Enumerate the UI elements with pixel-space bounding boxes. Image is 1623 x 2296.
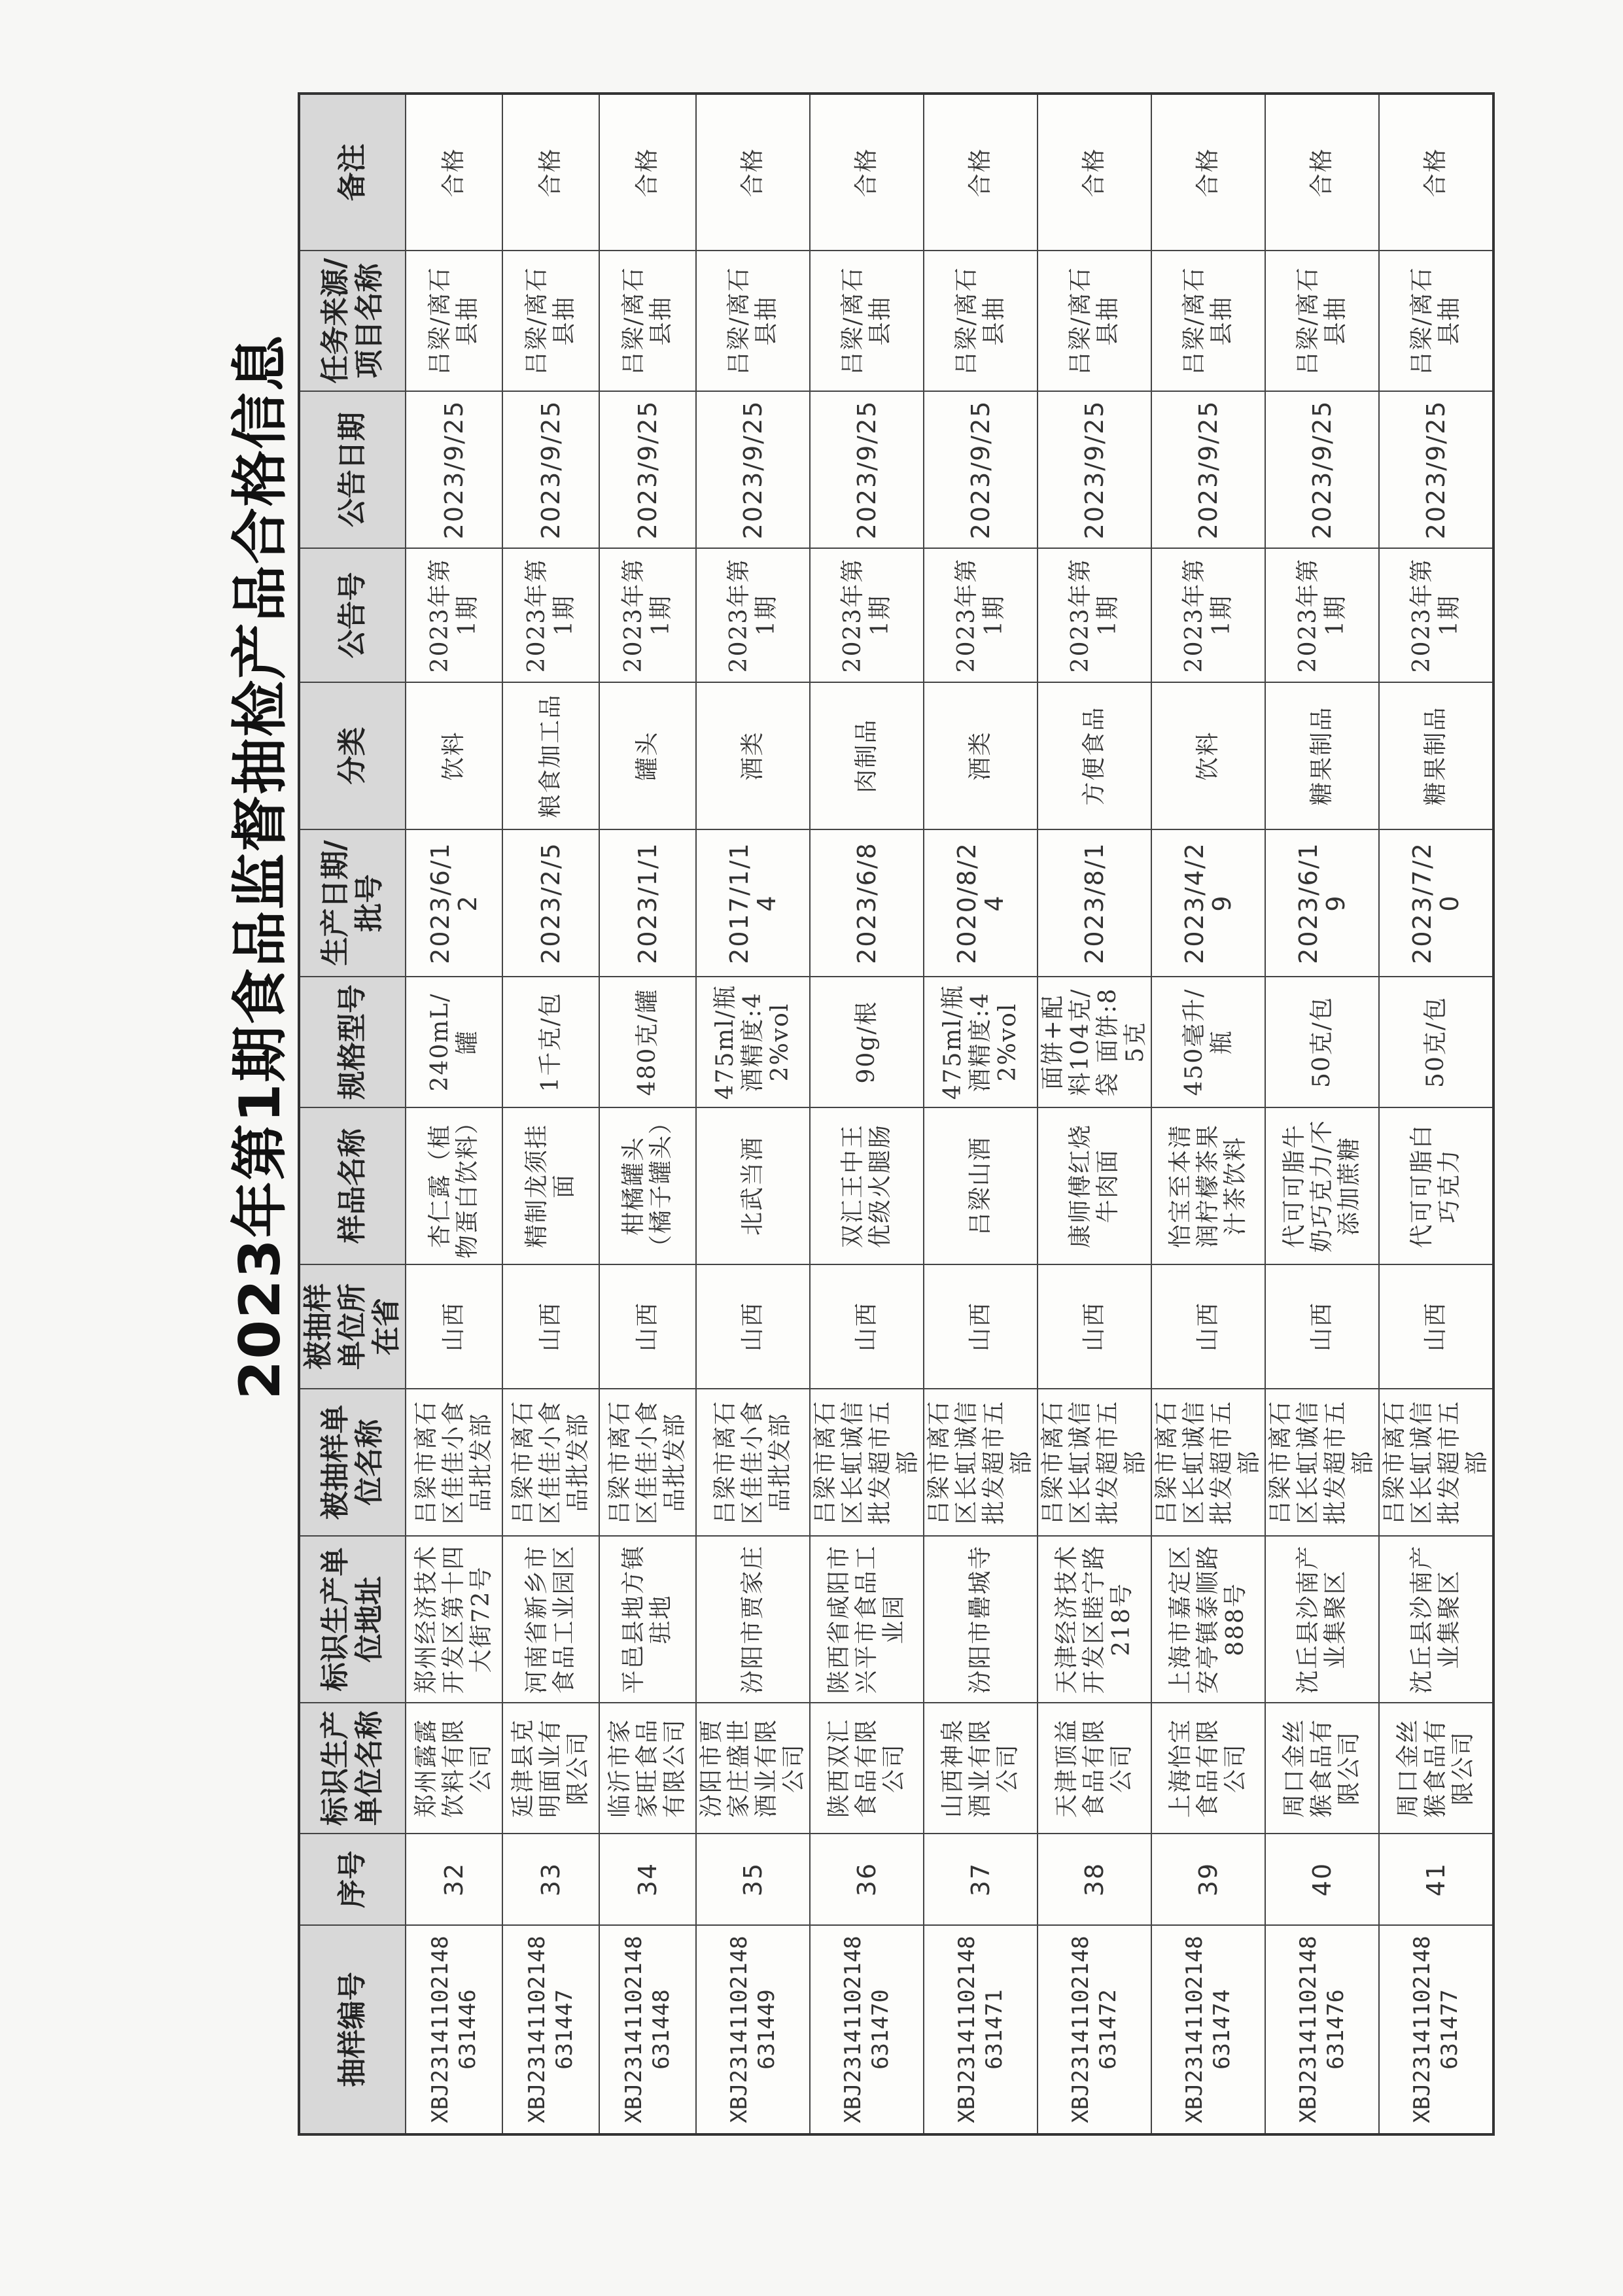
cell-task-source: 吕梁/离石县抽 — [696, 251, 810, 391]
cell-sampled-province: 山西 — [1379, 1264, 1493, 1389]
cell-spec: 90g/根 — [810, 977, 924, 1107]
cell-spec: 50克/包 — [1265, 977, 1379, 1107]
col-header-sampled-province: 被抽样单位所在省 — [299, 1264, 406, 1389]
cell-spec: 1千克/包 — [502, 977, 599, 1107]
cell-seq: 40 — [1265, 1834, 1379, 1925]
cell-sample-id: XBJ23141102148631447 — [502, 1925, 599, 2134]
cell-remarks: 合格 — [696, 94, 810, 251]
cell-production-date: 2017/1/14 — [696, 829, 810, 977]
cell-producer-name: 天津顶益食品有限公司 — [1038, 1703, 1151, 1834]
col-header-spec: 规格型号 — [299, 977, 406, 1107]
cell-task-source: 吕梁/离石县抽 — [810, 251, 924, 391]
cell-sample-id: XBJ23141102148631477 — [1379, 1925, 1493, 2134]
document-title: 2023年第1期食品监督抽检产品合格信息 — [228, 334, 293, 1400]
col-header-sample-id: 抽样编号 — [299, 1925, 406, 2134]
cell-producer-address: 平邑县地方镇驻地 — [599, 1536, 696, 1703]
cell-spec: 450毫升/瓶 — [1151, 977, 1265, 1107]
cell-production-date: 2020/8/24 — [924, 829, 1038, 977]
col-header-producer-address: 标识生产单位地址 — [299, 1536, 406, 1703]
cell-producer-address: 汾阳市贾家庄 — [696, 1536, 810, 1703]
cell-notice-date: 2023/9/25 — [696, 391, 810, 548]
cell-sampled-province: 山西 — [502, 1264, 599, 1389]
cell-spec: 50克/包 — [1379, 977, 1493, 1107]
col-header-notice-date: 公告日期 — [299, 391, 406, 548]
cell-producer-address: 河南省新乡市食品工业园区 — [502, 1536, 599, 1703]
cell-sample-id: XBJ23141102148631448 — [599, 1925, 696, 2134]
cell-notice-date: 2023/9/25 — [599, 391, 696, 548]
cell-spec: 475ml/瓶 酒精度:42%vol — [696, 977, 810, 1107]
col-header-task-source: 任务来源/项目名称 — [299, 251, 406, 391]
cell-sampled-unit: 吕梁市离石区长虹诚信批发超市五部 — [1151, 1389, 1265, 1536]
cell-production-date: 2023/6/12 — [406, 829, 502, 977]
cell-sampled-province: 山西 — [599, 1264, 696, 1389]
table-row — [502, 94, 599, 2134]
cell-sampled-province: 山西 — [406, 1264, 502, 1389]
cell-spec: 面饼+配料104克/袋 面饼:85克 — [1038, 977, 1151, 1107]
cell-sample-name: 精制龙须挂面 — [502, 1107, 599, 1264]
col-header-category: 分类 — [299, 682, 406, 829]
cell-seq: 38 — [1038, 1834, 1151, 1925]
cell-sample-name: 双汇王中王优级火腿肠 — [810, 1107, 924, 1264]
cell-producer-name: 临沂市家家旺食品有限公司 — [599, 1703, 696, 1834]
cell-notice-date: 2023/9/25 — [924, 391, 1038, 548]
cell-notice-date: 2023/9/25 — [406, 391, 502, 548]
cell-sampled-unit: 吕梁市离石区长虹诚信批发超市五部 — [1265, 1389, 1379, 1536]
col-header-notice-no: 公告号 — [299, 548, 406, 682]
cell-category: 肉制品 — [810, 682, 924, 829]
cell-notice-date: 2023/9/25 — [1151, 391, 1265, 548]
cell-production-date: 2023/7/20 — [1379, 829, 1493, 977]
cell-sample-name: 北武当酒 — [696, 1107, 810, 1264]
cell-category: 糖果制品 — [1379, 682, 1493, 829]
cell-sample-name: 怡宝至本清润柠檬茶果汁茶饮料 — [1151, 1107, 1265, 1264]
cell-sampled-unit: 吕梁市离石区佳佳小食品批发部 — [599, 1389, 696, 1536]
cell-task-source: 吕梁/离石县抽 — [502, 251, 599, 391]
cell-sample-id: XBJ23141102148631470 — [810, 1925, 924, 2134]
cell-notice-no: 2023年第1期 — [696, 548, 810, 682]
cell-notice-date: 2023/9/25 — [1379, 391, 1493, 548]
cell-producer-address: 沈丘县沙南产业集聚区 — [1379, 1536, 1493, 1703]
cell-remarks: 合格 — [924, 94, 1038, 251]
cell-notice-no: 2023年第1期 — [1379, 548, 1493, 682]
cell-seq: 41 — [1379, 1834, 1493, 1925]
cell-category: 糖果制品 — [1265, 682, 1379, 829]
cell-producer-name: 上海怡宝食品有限公司 — [1151, 1703, 1265, 1834]
cell-seq: 35 — [696, 1834, 810, 1925]
cell-notice-no: 2023年第1期 — [924, 548, 1038, 682]
cell-task-source: 吕梁/离石县抽 — [1151, 251, 1265, 391]
table-row — [1265, 94, 1379, 2134]
cell-seq: 34 — [599, 1834, 696, 1925]
cell-remarks: 合格 — [502, 94, 599, 251]
cell-sample-id: XBJ23141102148631471 — [924, 1925, 1038, 2134]
cell-category: 饮料 — [1151, 682, 1265, 829]
cell-sampled-unit: 吕梁市离石区长虹诚信批发超市五部 — [924, 1389, 1038, 1536]
cell-category: 罐头 — [599, 682, 696, 829]
cell-sample-id: XBJ23141102148631472 — [1038, 1925, 1151, 2134]
table-row — [1151, 94, 1265, 2134]
cell-remarks: 合格 — [810, 94, 924, 251]
cell-sample-name: 吕梁山酒 — [924, 1107, 1038, 1264]
cell-remarks: 合格 — [1379, 94, 1493, 251]
cell-producer-name: 汾阳市贾家庄盛世酒业有限公司 — [696, 1703, 810, 1834]
cell-producer-name: 陕西双汇食品有限公司 — [810, 1703, 924, 1834]
cell-producer-name: 山西神泉酒业有限公司 — [924, 1703, 1038, 1834]
col-header-producer-name: 标识生产单位名称 — [299, 1703, 406, 1834]
cell-producer-name: 郑州露露饮料有限公司 — [406, 1703, 502, 1834]
cell-producer-name: 延津县克明面业有限公司 — [502, 1703, 599, 1834]
cell-seq: 37 — [924, 1834, 1038, 1925]
cell-notice-no: 2023年第1期 — [1038, 548, 1151, 682]
cell-seq: 32 — [406, 1834, 502, 1925]
cell-sample-name: 康师傅红烧牛肉面 — [1038, 1107, 1151, 1264]
cell-category: 酒类 — [924, 682, 1038, 829]
cell-remarks: 合格 — [1038, 94, 1151, 251]
cell-task-source: 吕梁/离石县抽 — [599, 251, 696, 391]
col-header-sample-name: 样品名称 — [299, 1107, 406, 1264]
table-row — [924, 94, 1038, 2134]
col-header-remarks: 备注 — [299, 94, 406, 251]
cell-sampled-province: 山西 — [1265, 1264, 1379, 1389]
cell-producer-name: 周口金丝猴食品有限公司 — [1265, 1703, 1379, 1834]
col-header-seq: 序号 — [299, 1834, 406, 1925]
cell-task-source: 吕梁/离石县抽 — [1038, 251, 1151, 391]
cell-task-source: 吕梁/离石县抽 — [406, 251, 502, 391]
cell-sampled-province: 山西 — [696, 1264, 810, 1389]
table-row — [1379, 94, 1493, 2134]
table-row — [810, 94, 924, 2134]
cell-notice-no: 2023年第1期 — [502, 548, 599, 682]
cell-category: 粮食加工品 — [502, 682, 599, 829]
cell-sampled-unit: 吕梁市离石区长虹诚信批发超市五部 — [1038, 1389, 1151, 1536]
cell-notice-no: 2023年第1期 — [1151, 548, 1265, 682]
cell-production-date: 2023/1/1 — [599, 829, 696, 977]
cell-spec: 475ml/瓶 酒精度:42%vol — [924, 977, 1038, 1107]
cell-producer-address: 郑州经济技术开发区第十四大街72号 — [406, 1536, 502, 1703]
cell-sampled-unit: 吕梁市离石区长虹诚信批发超市五部 — [810, 1389, 924, 1536]
cell-producer-address: 上海市嘉定区安亭镇泰顺路888号 — [1151, 1536, 1265, 1703]
table-header-row — [299, 94, 406, 2134]
cell-notice-no: 2023年第1期 — [1265, 548, 1379, 682]
cell-sampled-unit: 吕梁市离石区佳佳小食品批发部 — [502, 1389, 599, 1536]
table-row — [1038, 94, 1151, 2134]
cell-category: 酒类 — [696, 682, 810, 829]
table-row — [696, 94, 810, 2134]
cell-sampled-unit: 吕梁市离石区佳佳小食品批发部 — [406, 1389, 502, 1536]
cell-producer-address: 汾阳市罍城寺 — [924, 1536, 1038, 1703]
cell-notice-date: 2023/9/25 — [502, 391, 599, 548]
cell-sample-id: XBJ23141102148631446 — [406, 1925, 502, 2134]
cell-sampled-province: 山西 — [810, 1264, 924, 1389]
cell-producer-address: 沈丘县沙南产业集聚区 — [1265, 1536, 1379, 1703]
cell-producer-name: 周口金丝猴食品有限公司 — [1379, 1703, 1493, 1834]
cell-sample-name: 代可可脂牛奶巧克力/不添加蔗糖 — [1265, 1107, 1379, 1264]
table-body — [406, 94, 1493, 2134]
cell-notice-date: 2023/9/25 — [1038, 391, 1151, 548]
cell-remarks: 合格 — [599, 94, 696, 251]
cell-sample-name: 柑橘罐头（橘子罐头） — [599, 1107, 696, 1264]
cell-task-source: 吕梁/离石县抽 — [1379, 251, 1493, 391]
cell-seq: 36 — [810, 1834, 924, 1925]
cell-sample-id: XBJ23141102148631474 — [1151, 1925, 1265, 2134]
cell-production-date: 2023/6/8 — [810, 829, 924, 977]
cell-sampled-province: 山西 — [924, 1264, 1038, 1389]
cell-seq: 33 — [502, 1834, 599, 1925]
cell-producer-address: 陕西省咸阳市兴平市食品工业园 — [810, 1536, 924, 1703]
cell-notice-no: 2023年第1期 — [599, 548, 696, 682]
cell-sampled-province: 山西 — [1038, 1264, 1151, 1389]
cell-task-source: 吕梁/离石县抽 — [1265, 251, 1379, 391]
cell-remarks: 合格 — [406, 94, 502, 251]
table-row — [599, 94, 696, 2134]
col-header-production-date: 生产日期/批号 — [299, 829, 406, 977]
col-header-sampled-unit: 被抽样单位名称 — [299, 1389, 406, 1536]
cell-sample-id: XBJ23141102148631449 — [696, 1925, 810, 2134]
cell-notice-no: 2023年第1期 — [406, 548, 502, 682]
cell-remarks: 合格 — [1151, 94, 1265, 251]
cell-production-date: 2023/2/5 — [502, 829, 599, 977]
cell-spec: 480克/罐 — [599, 977, 696, 1107]
cell-sample-name: 杏仁露（植物蛋白饮料） — [406, 1107, 502, 1264]
inspection-results-table — [298, 92, 1495, 2136]
cell-remarks: 合格 — [1265, 94, 1379, 251]
cell-category: 方便食品 — [1038, 682, 1151, 829]
cell-spec: 240mL/罐 — [406, 977, 502, 1107]
cell-category: 饮料 — [406, 682, 502, 829]
cell-notice-date: 2023/9/25 — [1265, 391, 1379, 548]
cell-sampled-province: 山西 — [1151, 1264, 1265, 1389]
cell-sampled-unit: 吕梁市离石区长虹诚信批发超市五部 — [1379, 1389, 1493, 1536]
cell-seq: 39 — [1151, 1834, 1265, 1925]
cell-notice-no: 2023年第1期 — [810, 548, 924, 682]
cell-sample-name: 代可可脂白巧克力 — [1379, 1107, 1493, 1264]
cell-production-date: 2023/6/19 — [1265, 829, 1379, 977]
cell-sample-id: XBJ23141102148631476 — [1265, 1925, 1379, 2134]
cell-producer-address: 天津经济技术开发区睦宁路218号 — [1038, 1536, 1151, 1703]
cell-task-source: 吕梁/离石县抽 — [924, 251, 1038, 391]
cell-production-date: 2023/8/1 — [1038, 829, 1151, 977]
cell-production-date: 2023/4/29 — [1151, 829, 1265, 977]
cell-sampled-unit: 吕梁市离石区佳佳小食品批发部 — [696, 1389, 810, 1536]
cell-notice-date: 2023/9/25 — [810, 391, 924, 548]
table-row — [406, 94, 502, 2134]
document-page — [216, 69, 1590, 2227]
